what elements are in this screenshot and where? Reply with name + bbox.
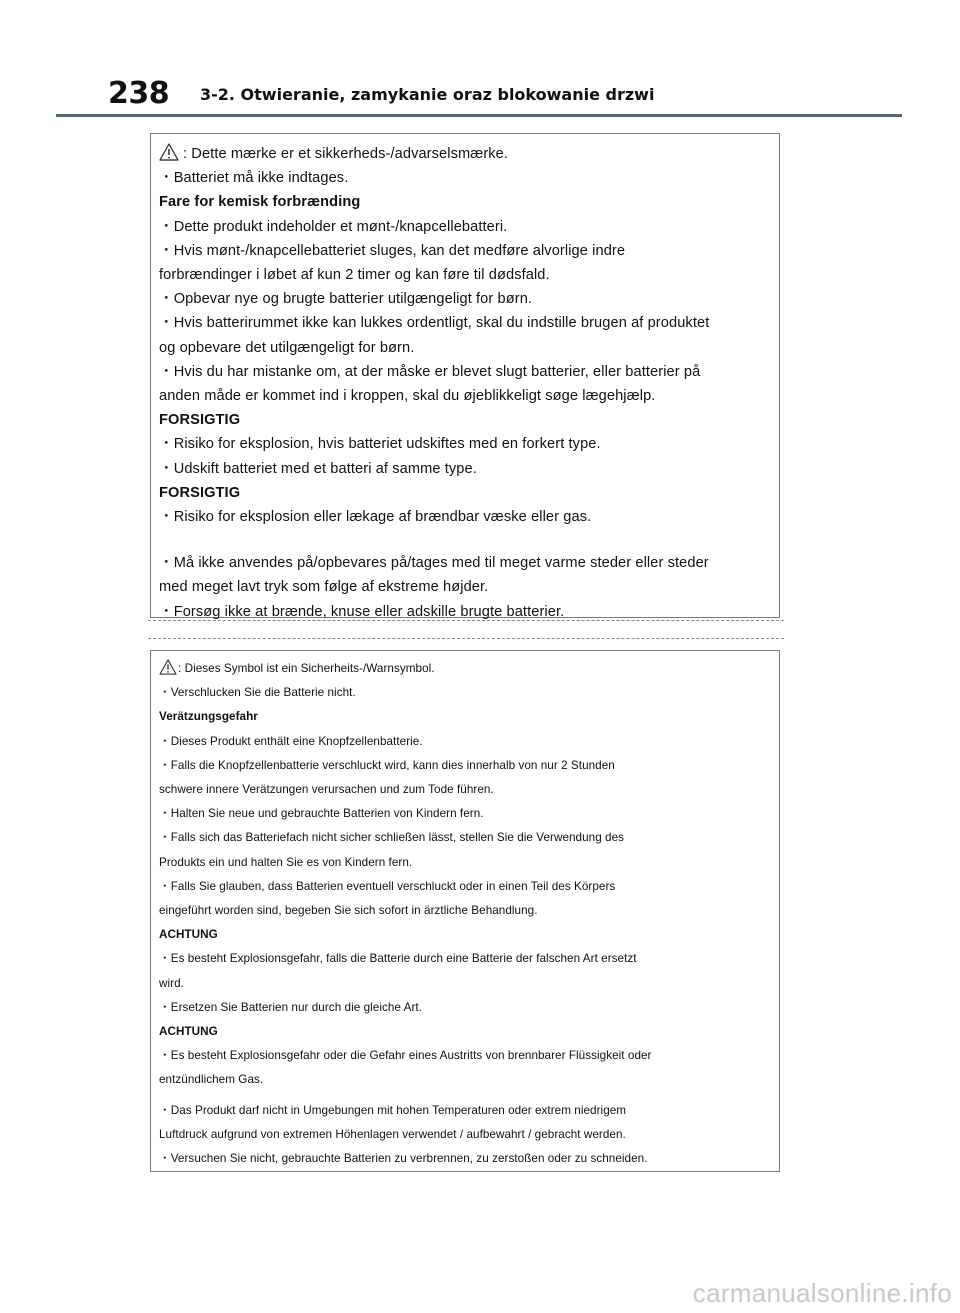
warning-symbol-text: : Dieses Symbol ist ein Sicherheits-/Warnsymbol. [178,662,435,675]
text-line: Luftdruck aufgrund von extremen Höhenlagen verwendet / aufbewahrt / gebracht werden. [159,1127,626,1141]
danish-text-lines [159,166,779,529]
text-line: ・Opbevar nye og brugte batterier utilgængeligt for børn. [159,291,533,308]
text-line: ・Ersetzen Sie Batterien nur durch die gleiche Art. [159,1000,423,1014]
text-line: ・Falls die Knopfzellenbatterie verschluckt wird, kann dies innerhalb von nur 2 Stunden [159,758,615,772]
warning-symbol-line [159,142,779,166]
dashed-separator [148,638,784,639]
warning-triangle-icon [159,143,179,161]
page-number: 238 [108,76,170,111]
section-heading: ACHTUNG [159,928,218,942]
text-line: ・Må ikke anvendes på/opbevares på/tages med til meget varme steder eller steder [159,555,709,572]
text-line: ・Hvis batterirummet ikke kan lukkes ordentligt, skal du indstille brugen af produktet [159,315,710,332]
section-heading: FORSIGTIG [159,484,241,501]
danish-text-lines-after-gap [159,551,779,624]
dashed-separator [148,620,784,621]
section-heading: Verätzungsgefahr [159,710,258,724]
text-line: ・Das Produkt darf nicht in Umgebungen mit hohen Temperaturen oder extrem niedrigem [159,1103,627,1117]
text-line: anden måde er kommet ind i kroppen, skal du øjeblikkeligt søge lægehjælp. [159,388,656,405]
text-line: ・Es besteht Explosionsgefahr oder die Gefahr eines Austritts von brennbarer Flüssigkeit oder [159,1049,652,1063]
text-line: og opbevare det utilgængeligt for børn. [159,339,415,356]
text-line: ・Dette produkt indeholder et mønt-/knapcellebatteri. [159,218,508,235]
section-title: 3-2. Otwieranie, zamykanie oraz blokowanie drzwi [200,85,655,104]
text-line: eingeführt worden sind, begeben Sie sich sofort in ärztliche Behandlung. [159,904,538,918]
text-line: ・Halten Sie neue und gebrauchte Batterien von Kindern fern. [159,807,484,821]
text-line: ・Forsøg ikke at brænde, knuse eller adskille brugte batterier. [159,603,565,620]
text-line: ・Falls Sie glauben, dass Batterien eventuell verschluckt oder in einen Teil des Körpers [159,879,616,893]
text-line: ・Hvis mønt-/knapcellebatteriet sluges, kan det medføre alvorlige indre [159,242,626,259]
page-header [56,74,902,118]
text-line: ・Udskift batteriet med et batteri af samme type. [159,460,477,477]
text-line: med meget lavt tryk som følge af ekstreme højder. [159,579,489,596]
text-line: schwere innere Verätzungen verursachen und zum Tode führen. [159,783,494,797]
section-heading: FORSIGTIG [159,412,241,429]
header-rule [56,114,902,117]
warning-triangle-icon [159,659,177,675]
text-line: wird. [159,976,184,990]
text-line: Produkts ein und halten Sie es von Kindern fern. [159,855,413,869]
section-heading: ACHTUNG [159,1025,218,1039]
warning-symbol-line [159,657,779,681]
german-text-lines-after-gap [159,1099,779,1172]
text-line: forbrændinger i løbet af kun 2 timer og kan føre til dødsfald. [159,267,550,284]
text-line: ・Risiko for eksplosion eller lækage af brændbar væske eller gas. [159,509,592,526]
text-line: ・Risiko for eksplosion, hvis batteriet udskiftes med en forkert type. [159,436,601,453]
text-line: entzündlichem Gas. [159,1073,264,1087]
text-line: ・Versuchen Sie nicht, gebrauchte Batterien zu verbrennen, zu zerstoßen oder zu schneiden. [159,1152,648,1166]
text-line: ・Es besteht Explosionsgefahr, falls die Batterie durch eine Batterie der falschen Art ersetzt [159,952,637,966]
text-line: ・Verschlucken Sie die Batterie nicht. [159,686,356,700]
text-line: ・Batteriet må ikke indtages. [159,170,349,187]
section-heading: Fare for kemisk forbrænding [159,194,361,211]
text-line: ・Dieses Produkt enthält eine Knopfzellenbatterie. [159,734,423,748]
german-text-lines [159,681,779,1092]
danish-warning-panel [150,133,780,618]
warning-symbol-text: : Dette mærke er et sikkerheds-/advarselsmærke. [183,146,509,162]
text-line: ・Hvis du har mistanke om, at der måske er blevet slugt batterier, eller batterier på [159,363,701,380]
text-line: ・Falls sich das Batteriefach nicht sicher schließen lässt, stellen Sie die Verwendung des [159,831,625,845]
watermark: carmanualsonline.info [692,1278,952,1308]
german-warning-panel [150,650,780,1172]
